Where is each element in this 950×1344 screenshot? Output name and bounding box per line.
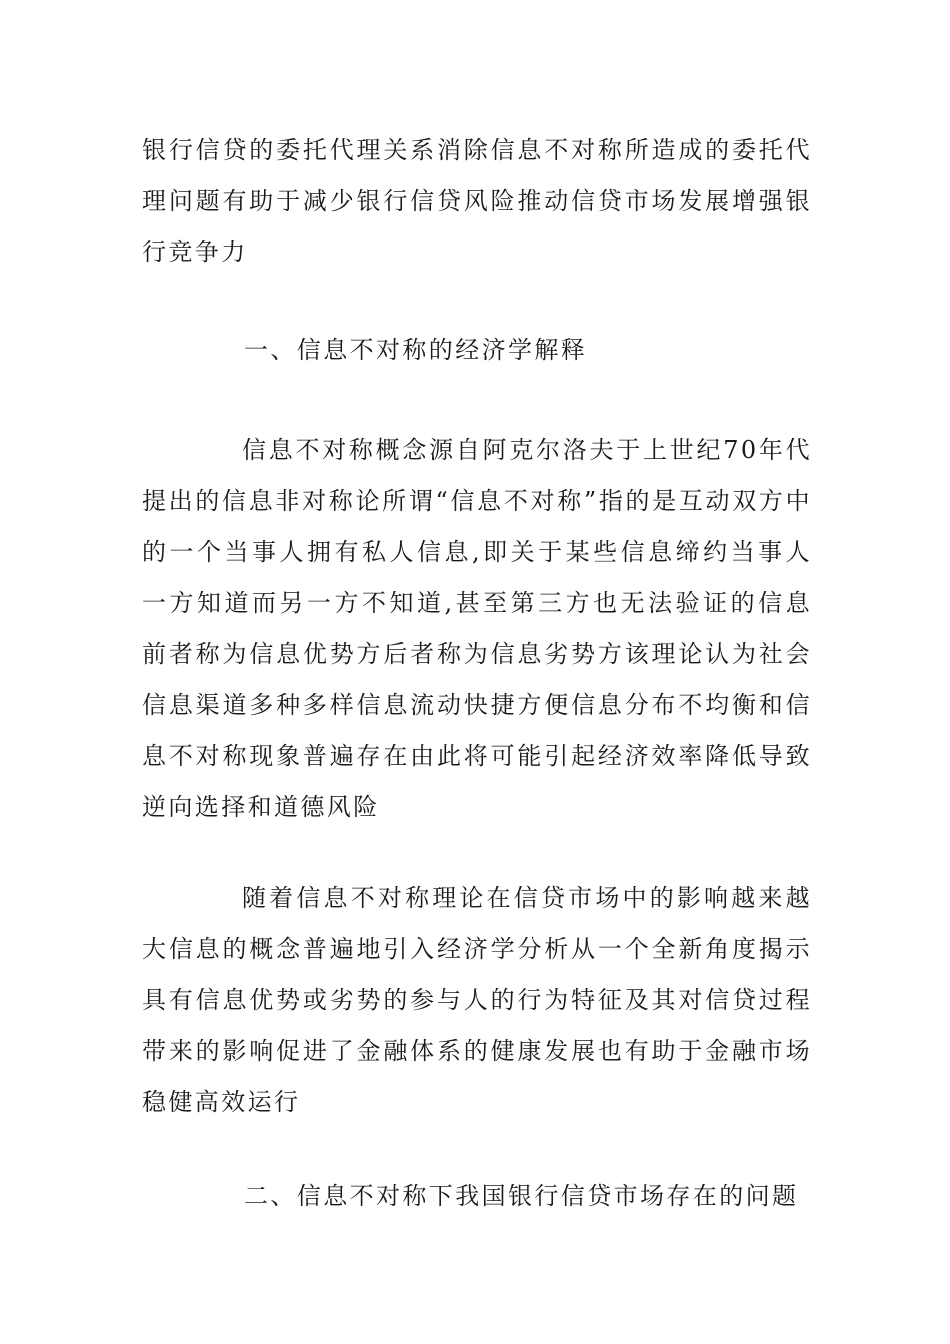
section-2-heading: 二、信息不对称下我国银行信贷市场存在的问题 <box>244 1182 799 1210</box>
section-1-heading: 一、信息不对称的经济学解释 <box>244 336 588 364</box>
section-1-paragraph-1: 信息不对称概念源自阿克尔洛夫于上世纪70年代提出的信息非对称论所谓“信息不对称”指的是互动双方中的一个当事人拥有私人信息,即关于某些信息缔约当事人一方知道而另一方不知道,甚至第三方也无法验证的信息前者称为信息优势方后者称为信息劣势方该理论认为社会信息渠道多种多样信息流动快捷方便信息分布不均衡和信息不对称现象普遍存在由此将可能引起经济效率降低导致逆向选择和道德风险 <box>142 436 812 821</box>
section-1-paragraph-2: 随着信息不对称理论在信贷市场中的影响越来越大信息的概念普遍地引入经济学分析从一个全新角度揭示具有信息优势或劣势的参与人的行为特征及其对信贷过程带来的影响促进了金融体系的健康发展也有助于金融市场稳健高效运行 <box>142 884 812 1116</box>
intro-paragraph: 银行信贷的委托代理关系消除信息不对称所造成的委托代理问题有助于减少银行信贷风险推动信贷市场发展增强银行竞争力 <box>142 136 812 266</box>
